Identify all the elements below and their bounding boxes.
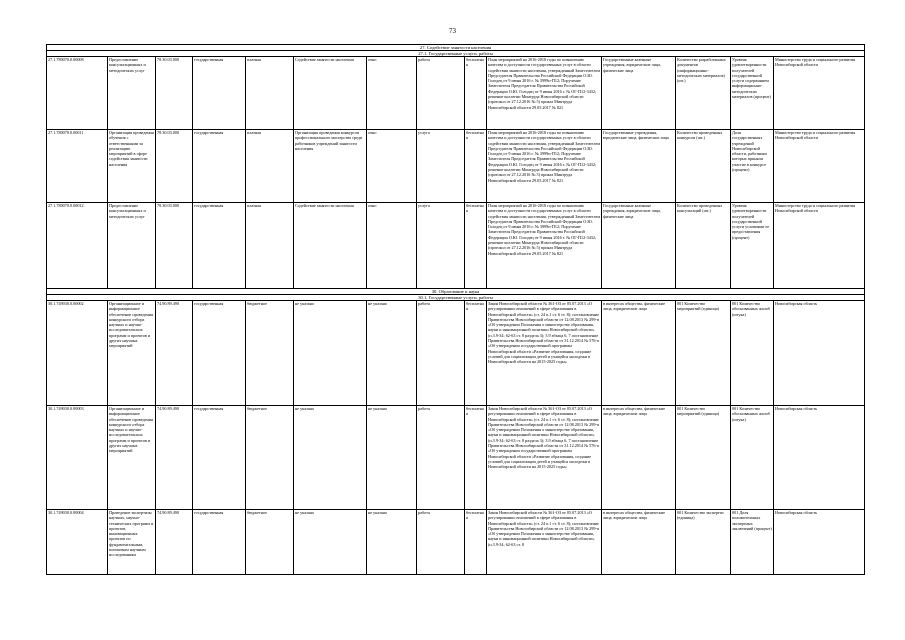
cell-norm: Новосибирская область [774, 406, 865, 510]
table-row [47, 203, 865, 289]
cell-consumers: в интересах общества, физические лица, юридические лица [602, 301, 676, 406]
cell-name: Проведение экспертизы научных, научно-технических программ и проектов, инновационных проектов по фундаментальным, поисковым научным исследованиям [108, 510, 156, 575]
cell-basis: План мероприятий на 2016-2018 годы по повышению качества и доступности государственных услуг в области содействия занятости населения, утвержденный Заместителем Председателя Правительства Российской Федерации О.Ю. Голодец от 9 июня 2016 г. № 3999п-П12; Поручение Заместителя Председателя Правительства Российской Федерации О.Ю. Голодец от 9 июня 2016 г. № ОГ-П12-3432; решение коллегии Минтруда Новосибирской области (протокол от 27.12.2016 № 5) приказ Минтруда Новосибирской области 29.05.2017 № 821 [487, 57, 602, 130]
cell-basis: Закон Новосибирской области № 361-ОЗ от 05.07.2013 «О регулировании отношений в сфере образования в Новосибирской области» (ст. 24 п.1 ст. 6 ст. 8); постановление Правительства Новосибирской области от 12.08.2013 № 299-п «Об утверждении Положения о министерстве образования, науки и инновационной политики Новосибирской области» (п.3.9-34; 62-63 ст. 8 [487, 510, 602, 575]
cell-reason: очно [367, 130, 417, 203]
cell-norm: Министерство труда и социального развития Новосибирской области [774, 130, 865, 203]
cell-code: 30.1.749030.0.00004 [47, 510, 108, 575]
subsection-heading: 27.1. Государственные услуги, работы [47, 51, 865, 57]
cell-reason: не указано [367, 406, 417, 510]
cell-type: работа [417, 406, 465, 510]
cell-name: Организация проведения обучения с ответственными за реализацию мероприятий в сфере содействия занятости населения [108, 130, 156, 203]
cell-free: бесплатная [465, 57, 487, 130]
cell-pay: платная [246, 130, 294, 203]
cell-volume: Количество проведенных конкурсов (шт.) [676, 130, 731, 203]
cell-basis: План мероприятий на 2016-2018 годы по повышению качества и доступности государственных услуг в области содействия занятости населения, утвержденный Заместителем Председателя Правительства Российской Федерации О.Ю. Голодец от 9 июня 2016 г. № 3999п-П12; Поручение Заместителя Председателя Правительства Российской Федерации О.Ю. Голодец от 9 июня 2016 г. № ОГ-П12-3432; решение коллегии Минтруда Новосибирской области (протокол от 27.12.2016 № 5) приказ Минтруда Новосибирской области 29.05.2017 № 821 [487, 130, 602, 203]
cell-org: государственная [193, 203, 246, 289]
cell-content: не указано [294, 510, 367, 575]
cell-pay: бюджетное [246, 510, 294, 575]
cell-reason: не указано [367, 301, 417, 406]
cell-free: бесплатная [465, 301, 487, 406]
cell-type: услуга [417, 130, 465, 203]
cell-quality: 001 Количество обоснованных жалоб (штука) [731, 406, 774, 510]
subsection-heading: 30.1. Государственные услуги, работы [47, 295, 865, 301]
cell-volume: 001 Количество мероприятий (единица) [676, 406, 731, 510]
cell-name: Предоставление консультационных и методических услуг [108, 203, 156, 289]
cell-quality: Уровень удовлетворенности получателей государственной услуги содержанием информационно-методических материалов (процент) [731, 57, 774, 130]
cell-name: Организационное и информационное обеспечение проведения конкурсного отбора научных и научно-исследовательских программ и проектов и других научных мероприятий [108, 406, 156, 510]
cell-free: бесплатная [465, 406, 487, 510]
cell-free: бесплатная [465, 130, 487, 203]
table-row [47, 510, 865, 575]
cell-org: государственная [193, 406, 246, 510]
cell-name: Предоставление консультационных и методических услуг [108, 57, 156, 130]
cell-code: 27.1.780070.0.00012 [47, 203, 108, 289]
cell-volume: 001 Количество мероприятий (единица) [676, 301, 731, 406]
cell-consumers: Государственные казенные учреждения, юридические лица, физические лица [602, 203, 676, 289]
cell-quality: Доля государственных учреждений Новосибирской области, работники которых приняли участие в конкурсе (процент) [731, 130, 774, 203]
table-row [47, 130, 865, 203]
cell-reason: очно [367, 57, 417, 130]
cell-okved: 74.90.89.490 [156, 406, 193, 510]
cell-type: работа [417, 510, 465, 575]
cell-consumers: Государственные учреждения, юридические лица, физические лица [602, 130, 676, 203]
cell-okved: 78.30.03.000 [156, 130, 193, 203]
cell-name: Организационное и информационное обеспечение проведения конкурсного отбора научных и научно-исследовательских программ и проектов и других научных мероприятий [108, 301, 156, 406]
cell-pay: бюджетное [246, 301, 294, 406]
table-row [47, 406, 865, 510]
cell-org: государственная [193, 130, 246, 203]
cell-org: государственная [193, 510, 246, 575]
cell-content: Содействие занятости населения [294, 203, 367, 289]
cell-content: Содействие занятости населения [294, 57, 367, 130]
cell-norm: Новосибирская область [774, 510, 865, 575]
cell-volume: Количество проведенных консультаций (шт.) [676, 203, 731, 289]
cell-content: не указано [294, 301, 367, 406]
section-heading: 27. Содействие занятости населения [47, 45, 865, 51]
cell-consumers: в интересах общества, физические лица, юридические лица [602, 406, 676, 510]
cell-free: бесплатная [465, 510, 487, 575]
cell-code: 30.1.749030.0.00002 [47, 301, 108, 406]
cell-pay: платная [246, 203, 294, 289]
cell-volume: 001 Количество экспертиз (единица) [676, 510, 731, 575]
cell-okved: 78.30.03.000 [156, 57, 193, 130]
cell-basis: Закон Новосибирской области № 361-ОЗ от 05.07.2013 «О регулировании отношений в сфере образования в Новосибирской области» (ст. 24 п.1 ст. 6 ст. 8); постановление Правительства Новосибирской области от 12.08.2013 № 299-п «Об утверждении Положения о министерстве образования, науки и инновационной политики Новосибирской области» (п.3.9-34; 62-63 ст. 8 раздела 3); 3.9 абзаца 6, 7 постановление Правительства Новосибирской области от 31.12.2014 № 576-п «Об утверждении государственной программы Новосибирской области «Развитие образования, создание условий для социализации детей и учащейся молодежи в Новосибирской области на 2015-2025 годы» [487, 301, 602, 406]
cell-pay: платная [246, 57, 294, 130]
cell-content: не указано [294, 406, 367, 510]
cell-volume: Количество разработанных документов (информационно-методических материалов) (шт.) [676, 57, 731, 130]
page-number: 73 [449, 27, 456, 35]
cell-type: работа [417, 57, 465, 130]
cell-okved: 74.90.89.490 [156, 301, 193, 406]
services-registry-table [46, 44, 865, 575]
cell-okved: 78.30.03.000 [156, 203, 193, 289]
section-heading: 30. Образование и наука [47, 289, 865, 295]
cell-org: государственная [193, 57, 246, 130]
cell-consumers: Государственные казенные учреждения, юридические лица, физические лица [602, 57, 676, 130]
cell-pay: бюджетное [246, 406, 294, 510]
cell-content: Организация проведения конкурсов профессионального мастерства среди работников учреждений занятости населения [294, 130, 367, 203]
cell-quality: 001 Доля положительных экспертных заключений (процент) [731, 510, 774, 575]
cell-code: 27.1.780070.0.00008 [47, 57, 108, 130]
cell-code: 30.1.749030.0.00003 [47, 406, 108, 510]
cell-norm: Министерство труда и социального развития Новосибирской области [774, 57, 865, 130]
cell-type: услуга [417, 203, 465, 289]
table-row [47, 301, 865, 406]
cell-basis: План мероприятий на 2016-2018 годы по повышению качества и доступности государственных услуг в области содействия занятости населения, утвержденный Заместителем Председателя Правительства Российской Федерации О.Ю. Голодец от 9 июня 2016 г. № 3999п-П12; Поручение Заместителя Председателя Правительства Российской Федерации О.Ю. Голодец от 9 июня 2016 г. № ОГ-П12-3432; решение коллегии Минтруда Новосибирской области (протокол от 27.12.2016 № 5) приказ Минтруда Новосибирской области 29.05.2017 № 821 [487, 203, 602, 289]
cell-org: государственная [193, 301, 246, 406]
cell-quality: 001 Количество обоснованных жалоб (штука) [731, 301, 774, 406]
cell-basis: Закон Новосибирской области № 361-ОЗ от 05.07.2013 «О регулировании отношений в сфере образования в Новосибирской области» (ст. 24 п.1 ст. 6 ст. 8); постановление Правительства Новосибирской области от 12.08.2013 № 299-п «Об утверждении Положения о министерстве образования, науки и инновационной политики Новосибирской области» (п.3.9-34; 62-63 ст. 8 раздела 3); 3.9 абзаца 6, 7 постановление Правительства Новосибирской области от 31.12.2014 № 576-п «Об утверждении государственной программы Новосибирской области «Развитие образования, создание условий для социализации детей и учащейся молодежи в Новосибирской области на 2015-2025 годы» [487, 406, 602, 510]
cell-free: бесплатная [465, 203, 487, 289]
cell-type: работа [417, 301, 465, 406]
cell-norm: Министерство труда и социального развития Новосибирской области [774, 203, 865, 289]
cell-reason: очно [367, 203, 417, 289]
cell-consumers: в интересах общества, физические лица, юридические лица [602, 510, 676, 575]
cell-code: 27.1.780070.0.00011 [47, 130, 108, 203]
table-row [47, 57, 865, 130]
cell-reason: не указано [367, 510, 417, 575]
cell-okved: 74.90.89.490 [156, 510, 193, 575]
cell-quality: Уровень удовлетворенности получателей государственной услуги условиями ее предоставления (процент) [731, 203, 774, 289]
cell-norm: Новосибирская область [774, 301, 865, 406]
